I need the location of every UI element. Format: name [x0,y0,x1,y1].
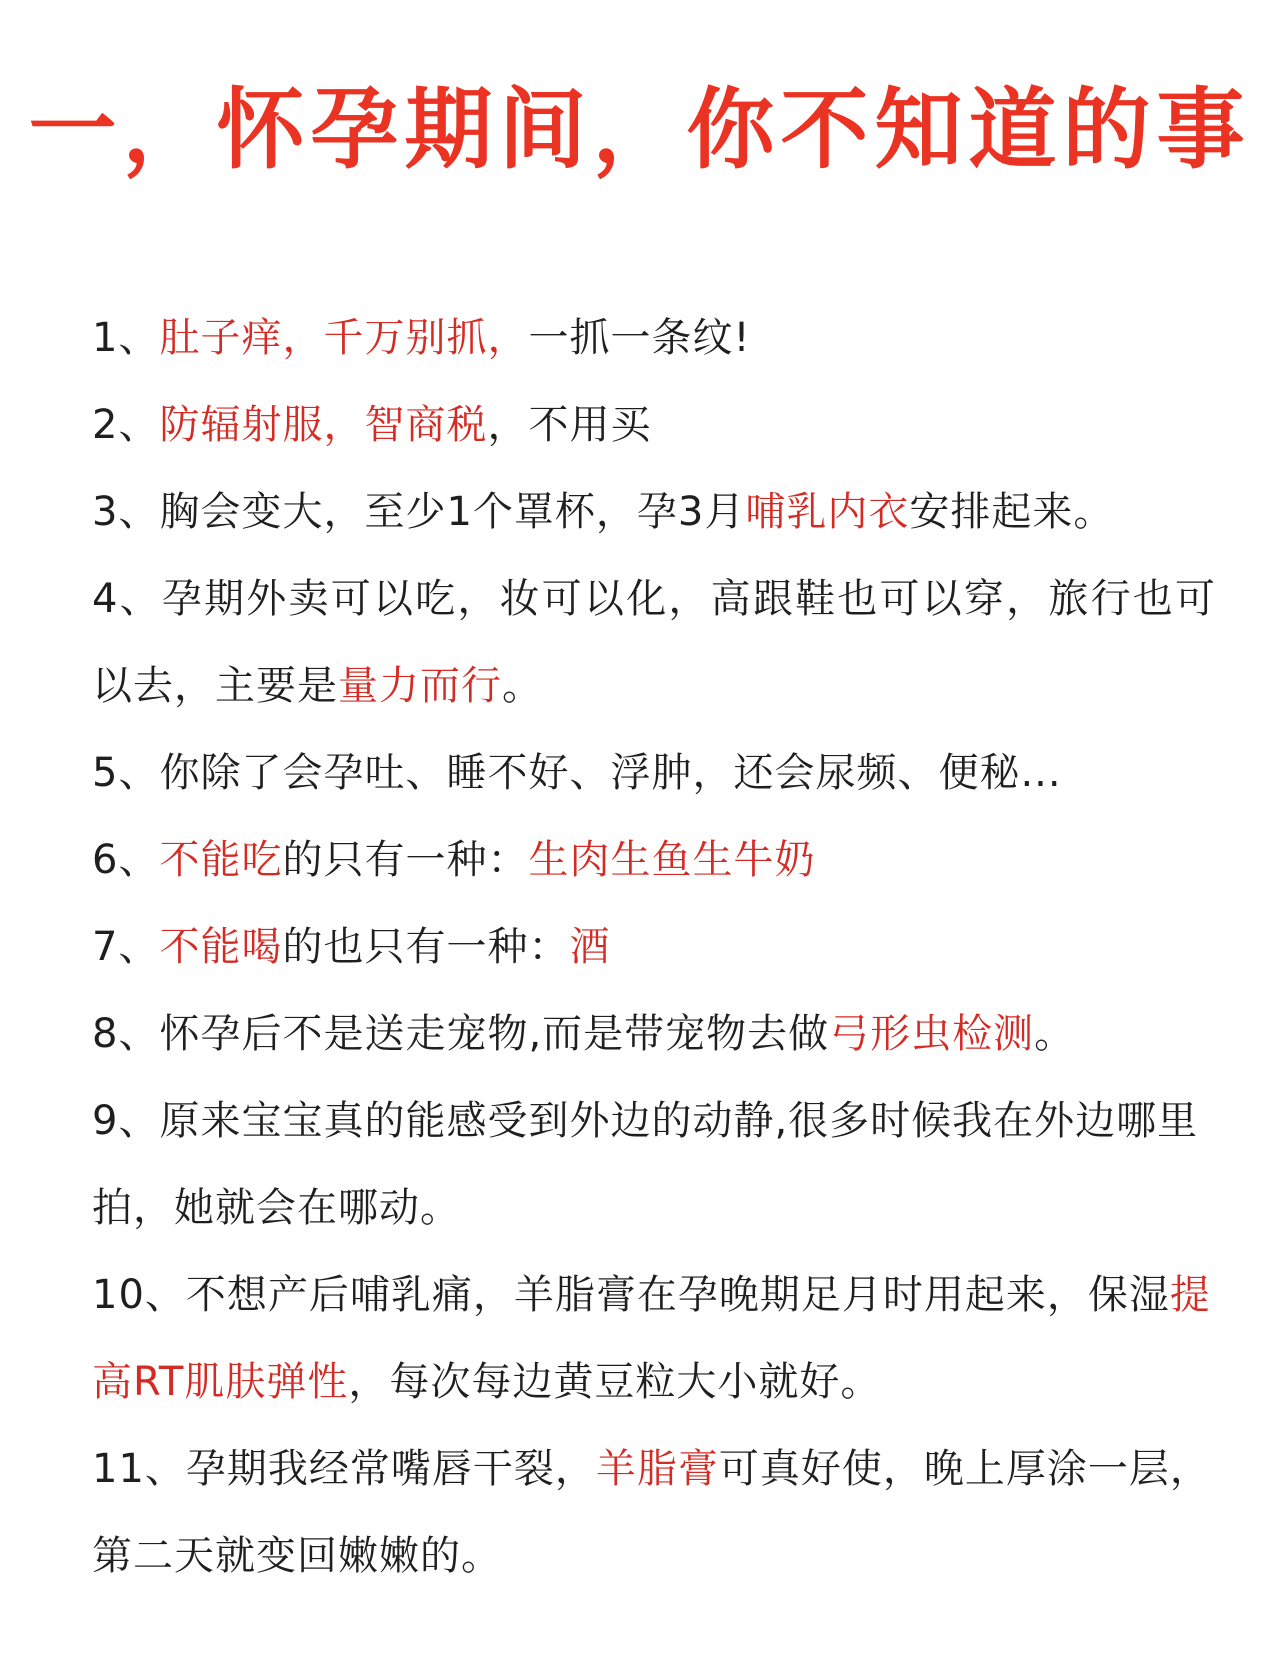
list-item [66,730,1216,817]
page-title: 一，怀孕期间，你不知道的事 [28,78,1251,181]
list-item [66,1426,1216,1600]
item-text: ，每次每边黄豆粒大小就好。 [348,1359,882,1405]
item-text: 安排起来。 [909,489,1115,535]
item-text: 的也只有一种： [282,924,570,970]
highlight-text: 生肉生鱼生牛奶 [528,837,816,883]
highlight-text: 量力而行 [338,663,502,709]
item-text: 3、胸会变大，至少1个罩杯，孕3月 [92,489,746,535]
item-text: 4、孕期外卖可以吃，妆可以化，高跟鞋也可以穿，旅行也可以去，主要是 [92,576,1216,709]
item-text: 一抓一条纹! [528,315,751,361]
item-text: 11、孕期我经常嘴唇干裂， [92,1446,596,1492]
item-text: 。 [502,663,543,709]
item-text: 的只有一种： [282,837,529,883]
item-text: 10、不想产后哺乳痛，羊脂膏在孕晚期足月时用起来，保湿 [92,1272,1170,1318]
highlight-text: 哺乳内衣 [745,489,910,535]
highlight-text: 不能喝 [159,924,283,970]
highlight-text: 羊脂膏 [595,1446,719,1492]
list-item [66,469,1216,556]
list-item [66,991,1216,1078]
item-text: ，不用买 [487,402,652,448]
item-number: 1、 [92,315,160,361]
list-item [66,1252,1216,1426]
list-item [66,556,1216,730]
item-number: 7、 [92,924,160,970]
item-text: 9、原来宝宝真的能感受到外边的动静,很多时候我在外边哪里拍，她就会在哪动。 [92,1098,1199,1231]
highlight-text: 酒 [569,924,611,970]
item-text: 8、怀孕后不是送走宠物,而是带宠物去做 [92,1011,830,1057]
item-text: 可真好使，晚上厚涂一层，第二天就变回嫩嫩的。 [92,1446,1211,1579]
item-number: 2、 [92,402,160,448]
list-item [66,295,1216,382]
item-text: 5、你除了会孕吐、睡不好、浮肿，还会尿频、便秘... [92,750,1062,796]
highlight-text: 不能吃 [159,837,283,883]
highlight-text: 防辐射服，智商税 [159,402,488,448]
list-item [66,382,1216,469]
item-number: 6、 [92,837,160,883]
list-item [66,1078,1216,1252]
highlight-text: 肚子痒，千万别抓， [159,315,529,361]
highlight-text: 提高RT肌肤弹性 [92,1272,1211,1405]
tips-list [66,295,1216,1600]
list-item [66,904,1216,991]
item-text: 。 [1034,1011,1076,1057]
highlight-text: 弓形虫检测 [829,1011,1035,1057]
list-item [66,817,1216,904]
